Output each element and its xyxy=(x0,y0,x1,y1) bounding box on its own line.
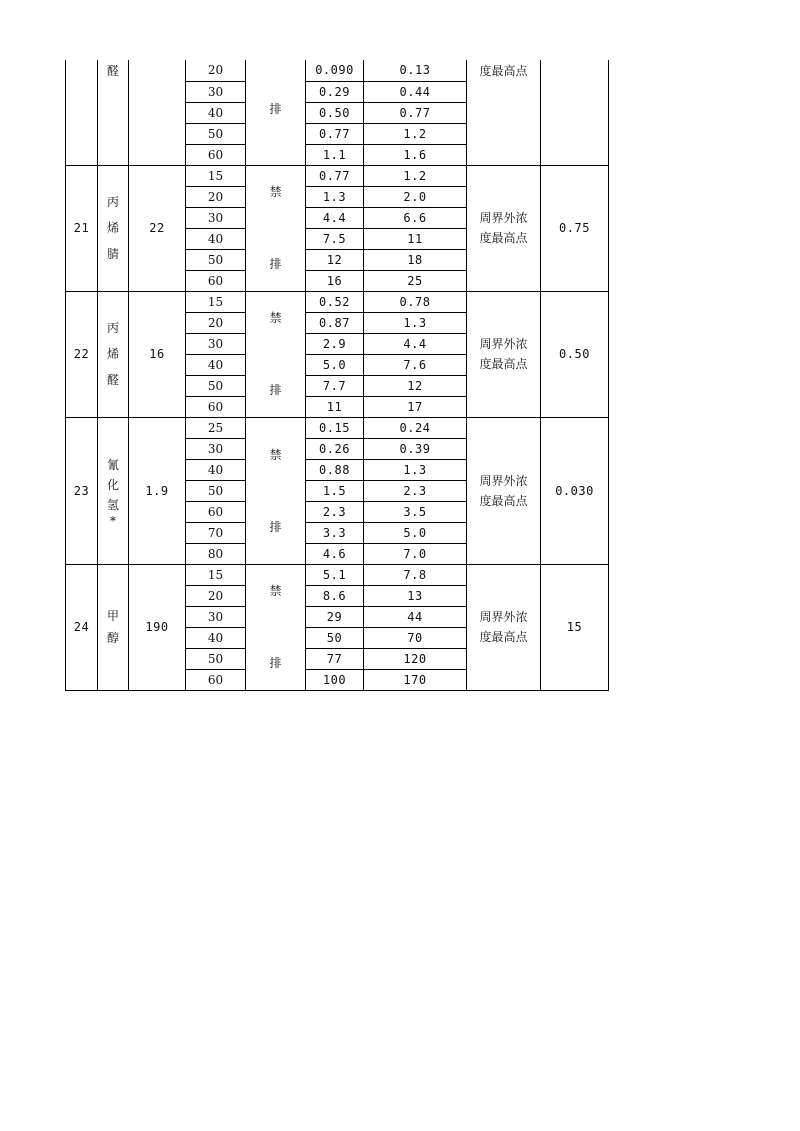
control-note-cell xyxy=(246,60,306,165)
stack-height-cell: 50 xyxy=(186,375,246,396)
stack-height-cell: 40 xyxy=(186,459,246,480)
monitor-location-line: 度最高点 xyxy=(479,630,528,644)
rate-level-3-cell: 5.0 xyxy=(364,522,467,543)
boundary-limit-cell: 0.030 xyxy=(541,417,609,564)
monitor-location-line: 周界外浓 xyxy=(479,337,528,351)
monitor-location-cell xyxy=(467,564,541,690)
rate-level-2-cell: 0.77 xyxy=(306,165,364,186)
monitor-location-line: 周界外浓 xyxy=(479,473,528,488)
pollutant-name-char: 丙 xyxy=(106,321,119,335)
rate-level-3-cell: 1.2 xyxy=(364,165,467,186)
rate-level-3-cell: 7.6 xyxy=(364,354,467,375)
stack-height-cell: 30 xyxy=(186,606,246,627)
table-body xyxy=(66,60,609,690)
entry-number-cell: 24 xyxy=(66,564,98,690)
stack-height-cell: 20 xyxy=(186,186,246,207)
rate-level-2-cell: 1.5 xyxy=(306,480,364,501)
stack-height-cell: 25 xyxy=(186,417,246,438)
entry-number-cell xyxy=(66,60,98,165)
stack-height-cell: 15 xyxy=(186,291,246,312)
monitor-location-cell xyxy=(467,291,541,417)
rate-level-3-cell: 0.24 xyxy=(364,417,467,438)
rate-level-2-cell: 4.6 xyxy=(306,543,364,564)
stack-height-cell: 60 xyxy=(186,396,246,417)
stack-height-cell: 20 xyxy=(186,312,246,333)
monitor-location-cell xyxy=(467,60,541,165)
pollutant-name-char: * xyxy=(110,513,116,528)
rate-level-3-cell: 6.6 xyxy=(364,207,467,228)
pollutant-name-char: 烯 xyxy=(106,347,119,361)
stack-height-cell: 70 xyxy=(186,522,246,543)
stack-height-cell: 30 xyxy=(186,81,246,102)
monitor-location-line: 度最高点 xyxy=(479,493,528,508)
rate-level-2-cell: 3.3 xyxy=(306,522,364,543)
boundary-limit-cell xyxy=(541,60,609,165)
control-note-discharge: 排 xyxy=(269,383,282,397)
pollutant-name-cell xyxy=(98,564,129,690)
stack-height-cell: 40 xyxy=(186,102,246,123)
rate-level-2-cell: 0.88 xyxy=(306,459,364,480)
rate-level-2-cell: 77 xyxy=(306,648,364,669)
rate-level-2-cell: 5.0 xyxy=(306,354,364,375)
boundary-limit-cell: 15 xyxy=(541,564,609,690)
stack-height-cell: 50 xyxy=(186,480,246,501)
entry-number-cell: 23 xyxy=(66,417,98,564)
monitor-location-line: 周界外浓 xyxy=(479,211,528,225)
monitor-location-cell xyxy=(467,165,541,291)
pollutant-name-char: 甲 xyxy=(106,609,119,623)
rate-level-3-cell: 25 xyxy=(364,270,467,291)
stack-height-cell: 40 xyxy=(186,354,246,375)
rate-level-3-cell: 120 xyxy=(364,648,467,669)
rate-level-2-cell: 1.1 xyxy=(306,144,364,165)
rate-level-3-cell: 4.4 xyxy=(364,333,467,354)
stack-height-cell: 50 xyxy=(186,249,246,270)
max-concentration-cell: 1.9 xyxy=(129,417,186,564)
rate-level-2-cell: 2.9 xyxy=(306,333,364,354)
pollutant-name-char: 烯 xyxy=(106,221,119,235)
rate-level-2-cell: 0.50 xyxy=(306,102,364,123)
rate-level-3-cell: 170 xyxy=(364,669,467,690)
rate-level-3-cell: 1.3 xyxy=(364,459,467,480)
rate-level-3-cell: 17 xyxy=(364,396,467,417)
boundary-limit-cell: 0.75 xyxy=(541,165,609,291)
control-note-prohibit: 禁 xyxy=(269,584,282,598)
control-note-discharge: 排 xyxy=(269,656,282,670)
emission-standard-table xyxy=(65,60,609,691)
pollutant-name-char: 氢 xyxy=(106,497,119,512)
max-concentration-cell: 16 xyxy=(129,291,186,417)
pollutant-name-char: 腈 xyxy=(106,247,119,261)
rate-level-2-cell: 100 xyxy=(306,669,364,690)
control-note-discharge: 排 xyxy=(269,519,282,534)
stack-height-cell: 20 xyxy=(186,585,246,606)
rate-level-3-cell: 0.78 xyxy=(364,291,467,312)
stack-height-cell: 15 xyxy=(186,165,246,186)
monitor-location-line: 周界外浓 xyxy=(479,610,528,624)
rate-level-2-cell: 0.26 xyxy=(306,438,364,459)
pollutant-name-char: 丙 xyxy=(106,195,119,209)
entry-number-cell: 22 xyxy=(66,291,98,417)
control-note-prohibit: 禁 xyxy=(269,447,282,462)
rate-level-2-cell: 0.29 xyxy=(306,81,364,102)
rate-level-3-cell: 1.3 xyxy=(364,312,467,333)
rate-level-2-cell: 29 xyxy=(306,606,364,627)
monitor-location-line: 度最高点 xyxy=(479,231,528,245)
rate-level-3-cell: 12 xyxy=(364,375,467,396)
rate-level-3-cell: 7.0 xyxy=(364,543,467,564)
control-note-discharge: 排 xyxy=(269,102,282,116)
control-note-discharge: 排 xyxy=(269,257,282,271)
rate-level-2-cell: 0.15 xyxy=(306,417,364,438)
rate-level-3-cell: 1.6 xyxy=(364,144,467,165)
stack-height-cell: 60 xyxy=(186,501,246,522)
rate-level-3-cell: 70 xyxy=(364,627,467,648)
monitor-location-line: 度最高点 xyxy=(479,64,528,78)
stack-height-cell: 30 xyxy=(186,207,246,228)
pollutant-name-char: 醛 xyxy=(106,64,119,78)
pollutant-name-cell xyxy=(98,165,129,291)
control-note-cell xyxy=(246,564,306,690)
rate-level-3-cell: 11 xyxy=(364,228,467,249)
rate-level-2-cell: 50 xyxy=(306,627,364,648)
pollutant-name-cell xyxy=(98,417,129,564)
table-row xyxy=(66,165,609,186)
rate-level-2-cell: 16 xyxy=(306,270,364,291)
rate-level-3-cell: 18 xyxy=(364,249,467,270)
stack-height-cell: 50 xyxy=(186,123,246,144)
monitor-location-cell xyxy=(467,417,541,564)
pollutant-name-cell xyxy=(98,291,129,417)
rate-level-3-cell: 0.39 xyxy=(364,438,467,459)
rate-level-3-cell: 1.2 xyxy=(364,123,467,144)
stack-height-cell: 20 xyxy=(186,60,246,81)
table-row xyxy=(66,564,609,585)
stack-height-cell: 30 xyxy=(186,438,246,459)
stack-height-cell: 40 xyxy=(186,228,246,249)
pollutant-name-char: 醛 xyxy=(106,373,119,387)
control-note-cell xyxy=(246,417,306,564)
stack-height-cell: 60 xyxy=(186,144,246,165)
control-note-prohibit: 禁 xyxy=(269,311,282,325)
stack-height-cell: 60 xyxy=(186,270,246,291)
rate-level-2-cell: 7.7 xyxy=(306,375,364,396)
rate-level-2-cell: 0.52 xyxy=(306,291,364,312)
rate-level-2-cell: 7.5 xyxy=(306,228,364,249)
table-row xyxy=(66,60,609,81)
pollutant-name-char: 化 xyxy=(106,477,119,492)
rate-level-3-cell: 0.77 xyxy=(364,102,467,123)
stack-height-cell: 50 xyxy=(186,648,246,669)
rate-level-2-cell: 8.6 xyxy=(306,585,364,606)
rate-level-2-cell: 11 xyxy=(306,396,364,417)
stack-height-cell: 40 xyxy=(186,627,246,648)
table-row xyxy=(66,291,609,312)
rate-level-2-cell: 0.090 xyxy=(306,60,364,81)
max-concentration-cell: 22 xyxy=(129,165,186,291)
rate-level-2-cell: 0.77 xyxy=(306,123,364,144)
max-concentration-cell: 190 xyxy=(129,564,186,690)
rate-level-3-cell: 0.44 xyxy=(364,81,467,102)
rate-level-3-cell: 7.8 xyxy=(364,564,467,585)
rate-level-2-cell: 1.3 xyxy=(306,186,364,207)
stack-height-cell: 80 xyxy=(186,543,246,564)
rate-level-2-cell: 2.3 xyxy=(306,501,364,522)
rate-level-3-cell: 2.0 xyxy=(364,186,467,207)
rate-level-3-cell: 0.13 xyxy=(364,60,467,81)
stack-height-cell: 15 xyxy=(186,564,246,585)
table-row xyxy=(66,417,609,438)
entry-number-cell: 21 xyxy=(66,165,98,291)
rate-level-2-cell: 12 xyxy=(306,249,364,270)
boundary-limit-cell: 0.50 xyxy=(541,291,609,417)
stack-height-cell: 30 xyxy=(186,333,246,354)
rate-level-2-cell: 0.87 xyxy=(306,312,364,333)
rate-level-3-cell: 13 xyxy=(364,585,467,606)
max-concentration-cell xyxy=(129,60,186,165)
pollutant-name-char: 氰 xyxy=(106,457,119,472)
rate-level-3-cell: 44 xyxy=(364,606,467,627)
control-note-prohibit: 禁 xyxy=(269,185,282,199)
pollutant-name-cell xyxy=(98,60,129,165)
rate-level-2-cell: 5.1 xyxy=(306,564,364,585)
pollutant-name-char: 醇 xyxy=(106,631,119,645)
monitor-location-line: 度最高点 xyxy=(479,357,528,371)
control-note-cell xyxy=(246,165,306,291)
rate-level-2-cell: 4.4 xyxy=(306,207,364,228)
rate-level-3-cell: 2.3 xyxy=(364,480,467,501)
rate-level-3-cell: 3.5 xyxy=(364,501,467,522)
stack-height-cell: 60 xyxy=(186,669,246,690)
control-note-cell xyxy=(246,291,306,417)
